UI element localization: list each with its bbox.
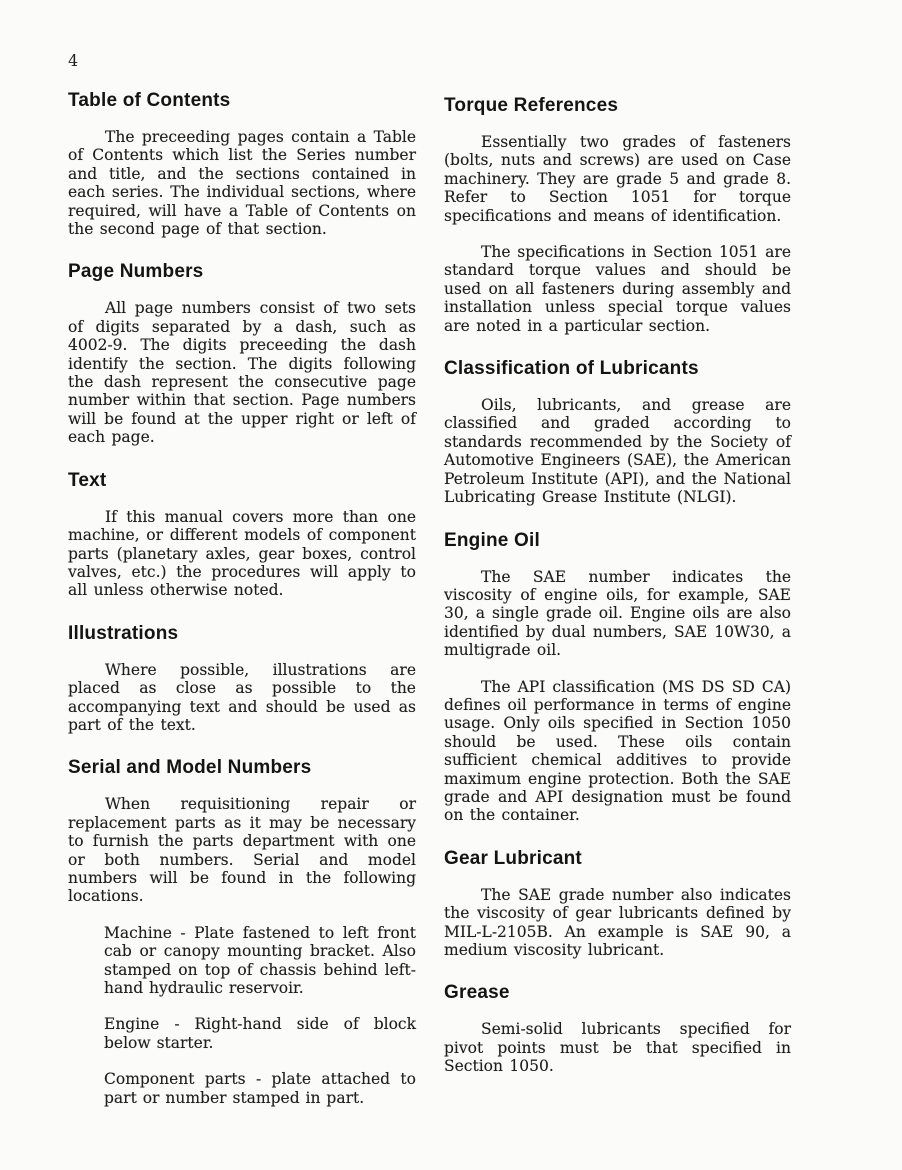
section-illustrations xyxy=(68,623,416,735)
heading-gear-lubricant: Gear Lubricant xyxy=(444,847,582,869)
heading-classification-of-lubricants: Classification of Lubricants xyxy=(444,358,699,380)
paragraph: Semi-solid lubricants specified for pivot points must be that specified in Section 1050. xyxy=(444,1020,791,1076)
paragraph: The preceeding pages contain a Table of Contents which list the Series number and title, and the sections contained in each series. The individual sections, where required, will have a Table of Contents on the second page of that section. xyxy=(68,128,416,239)
list-item-engine: Engine - Right-hand side of block below starter. xyxy=(104,1015,416,1052)
heading-serial-and-model-numbers: Serial and Model Numbers xyxy=(68,757,312,779)
left-column xyxy=(68,72,416,1125)
heading-torque-references: Torque References xyxy=(444,95,619,116)
paragraph: The specifications in Section 1051 are standard torque values and should be used on all fasteners during assembly and installation unless special torque values are noted in a particular section. xyxy=(444,243,791,335)
section-grease xyxy=(444,982,791,1075)
paragraph: The API classification (MS DS SD CA) defines oil performance in terms of engine usage. Only oils specified in Section 1050 should be used. These oils contain sufficient chemical additives to provide maximum engine protection. Both the SAE grade and API designation must be found on the container. xyxy=(444,677,791,825)
paragraph: If this manual covers more than one machine, or different models of component parts (planetary axles, gear boxes, control valves, etc.) the procedures will apply to all unless otherwise noted. xyxy=(68,507,416,600)
paragraph: All page numbers consist of two sets of digits separated by a dash, such as 4002-9. The digits preceeding the dash identify the section. The digits following the dash represent the consecutive page number within that section. Page numbers will be found at the upper right or left of each page. xyxy=(68,299,416,447)
section-text xyxy=(68,470,416,600)
two-column-layout xyxy=(68,72,838,1125)
section-engine-oil xyxy=(444,530,791,825)
section-serial-and-model-numbers xyxy=(68,757,416,1107)
paragraph: The SAE number indicates the viscosity of engine oils, for example, SAE 30, a single grade oil. Engine oils are also identified by dual numbers, SAE 10W30, a multigrade oil. xyxy=(444,567,791,660)
heading-table-of-contents: Table of Contents xyxy=(68,90,231,111)
heading-illustrations: Illustrations xyxy=(68,622,179,644)
paragraph: Essentially two grades of fasteners (bolts, nuts and screws) are used on Case machinery. They are grade 5 and grade 8. Refer to Section 1051 for torque specifications and means of identification. xyxy=(444,133,791,225)
serial-number-location-list xyxy=(104,924,416,1107)
right-column xyxy=(444,72,791,1094)
section-table-of-contents xyxy=(68,90,416,238)
paragraph: The SAE grade number also indicates the viscosity of gear lubricants defined by MIL-L-2105B. An example is SAE 90, a medium viscosity lubricant. xyxy=(444,885,791,959)
list-item-machine: Machine - Plate fastened to left front cab or canopy mounting bracket. Also stamped on top of chassis behind left-hand hydraulic reservoir. xyxy=(104,923,416,997)
section-classification-of-lubricants xyxy=(444,358,791,506)
heading-engine-oil: Engine Oil xyxy=(444,529,540,551)
heading-grease: Grease xyxy=(444,982,510,1004)
heading-page-numbers: Page Numbers xyxy=(68,261,204,283)
paragraph: Oils, lubricants, and grease are classified and graded according to standards recommended by the Society of Automotive Engineers (SAE), the American Petroleum Institute (API), and the National Lubricating Grease Institute (NLGI). xyxy=(444,396,791,507)
list-item-component-parts: Component parts - plate attached to part or number stamped in part. xyxy=(104,1070,416,1107)
section-torque-references xyxy=(444,95,791,335)
heading-text: Text xyxy=(68,469,107,491)
section-gear-lubricant xyxy=(444,848,791,960)
section-page-numbers xyxy=(68,261,416,446)
paragraph: Where possible, illustrations are placed as close as possible to the accompanying text and should be used as part of the text. xyxy=(68,660,416,734)
paragraph: When requisitioning repair or replacement parts as it may be necessary to furnish the parts department with one or both numbers. Serial and model numbers will be found in the following locations. xyxy=(68,795,416,906)
page-number: 4 xyxy=(68,51,79,70)
